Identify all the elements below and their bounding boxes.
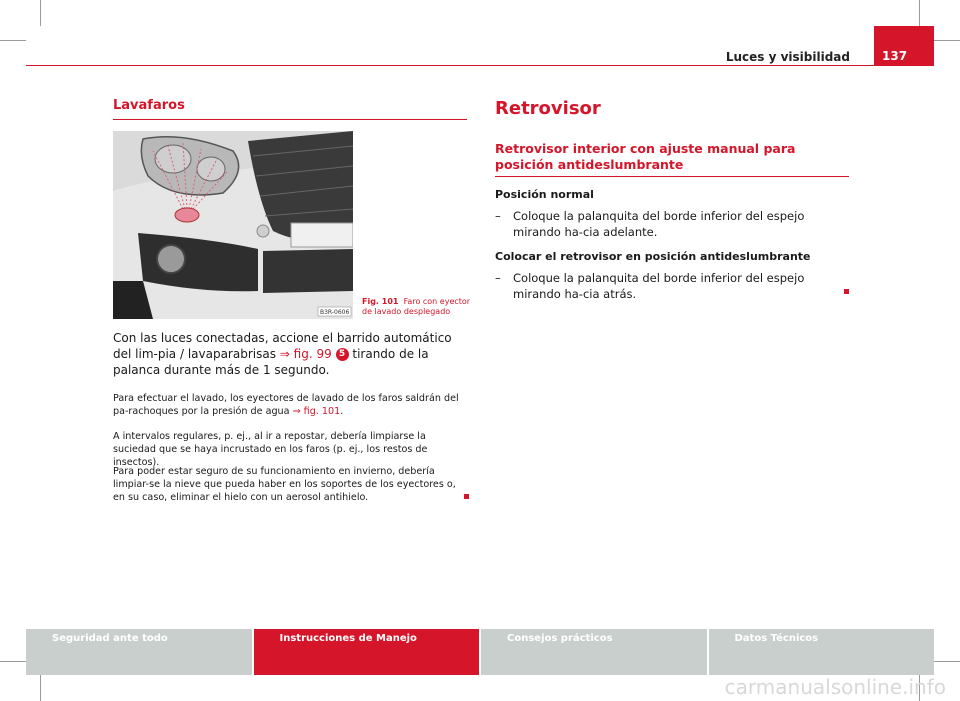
retrovisor-subtitle: Retrovisor interior con ajuste manual para posición antideslumbrante	[495, 141, 796, 172]
crop-mark	[0, 661, 26, 662]
headlamp-washer-figure	[113, 131, 353, 319]
page-number: 137	[874, 26, 934, 66]
figure-code: B3R-0606	[320, 309, 350, 316]
tab-consejos[interactable]: Consejos prácticos	[481, 629, 707, 675]
tab-datos[interactable]: Datos Técnicos	[709, 629, 935, 675]
tab-instrucciones[interactable]: Instrucciones de Manejo	[254, 629, 480, 675]
crop-mark	[919, 0, 920, 26]
wash-text-end: .	[340, 406, 344, 417]
wash-text: Para efectuar el lavado, los eyectores de lavado de los faros saldrán del pa-rachoques por la presión de agua	[113, 393, 459, 417]
chapter-title: Luces y visibilidad	[725, 50, 850, 64]
crop-mark	[40, 675, 41, 701]
intro-paragraph	[113, 330, 469, 378]
watermark: carmanualsonline.info	[724, 675, 946, 699]
section-end-mark	[844, 289, 849, 294]
figure-caption	[362, 297, 472, 317]
fig-101-link[interactable]: ⇒ fig. 101	[292, 406, 341, 417]
chapter-nav	[26, 629, 934, 675]
crop-mark	[0, 40, 26, 41]
paragraph-winter: Para poder estar seguro de su funcionamiento en invierno, debería limpiar-se la nieve que pueda haber en los soportes de los eyectores o, en su caso, eliminar el hielo con un aerosol antihielo.	[113, 466, 456, 503]
list-item-text: Coloque la palanquita del borde inferior del espejo mirando ha-cia atrás.	[513, 271, 805, 301]
list-item-text: Coloque la palanquita del borde inferior del espejo mirando ha-cia adelante.	[513, 209, 805, 239]
heading-normal-position: Posición normal	[495, 188, 594, 201]
crop-mark	[934, 40, 960, 41]
list-item	[495, 270, 849, 302]
subtitle-rule	[495, 176, 849, 177]
paragraph-interval: A intervalos regulares, p. ej., al ir a repostar, debería limpiarse la suciedad que se haya incrustado en los faros (p. ej., los restos de insectos).	[113, 431, 428, 468]
section-title: Lavafaros	[113, 98, 185, 113]
tab-seguridad[interactable]: Seguridad ante todo	[26, 629, 252, 675]
crop-mark	[934, 661, 960, 662]
list-item	[495, 208, 849, 240]
section-end-mark	[464, 494, 469, 499]
heading-antiglare: Colocar el retrovisor en posición antideslumbrante	[495, 250, 811, 263]
figure-caption-text: Faro con eyector de lavado desplegado	[362, 297, 471, 316]
list-dash: –	[495, 271, 501, 285]
list-dash: –	[495, 209, 501, 223]
intro-text: Con las luces conectadas, accione el barrido automático del lim-pia / lavaparabrisas	[113, 331, 452, 361]
item-number-badge: 5	[336, 348, 349, 361]
retrovisor-title: Retrovisor	[495, 98, 601, 119]
crop-mark	[40, 0, 41, 26]
figure-label: Fig. 101	[362, 297, 399, 306]
header-rule	[26, 65, 934, 66]
intro-text-end: tirando de la palanca durante más de 1 segundo.	[113, 347, 429, 377]
paragraph-wash	[113, 392, 469, 418]
fig-99-link[interactable]: ⇒ fig. 99	[279, 347, 332, 361]
section-rule	[113, 119, 467, 120]
